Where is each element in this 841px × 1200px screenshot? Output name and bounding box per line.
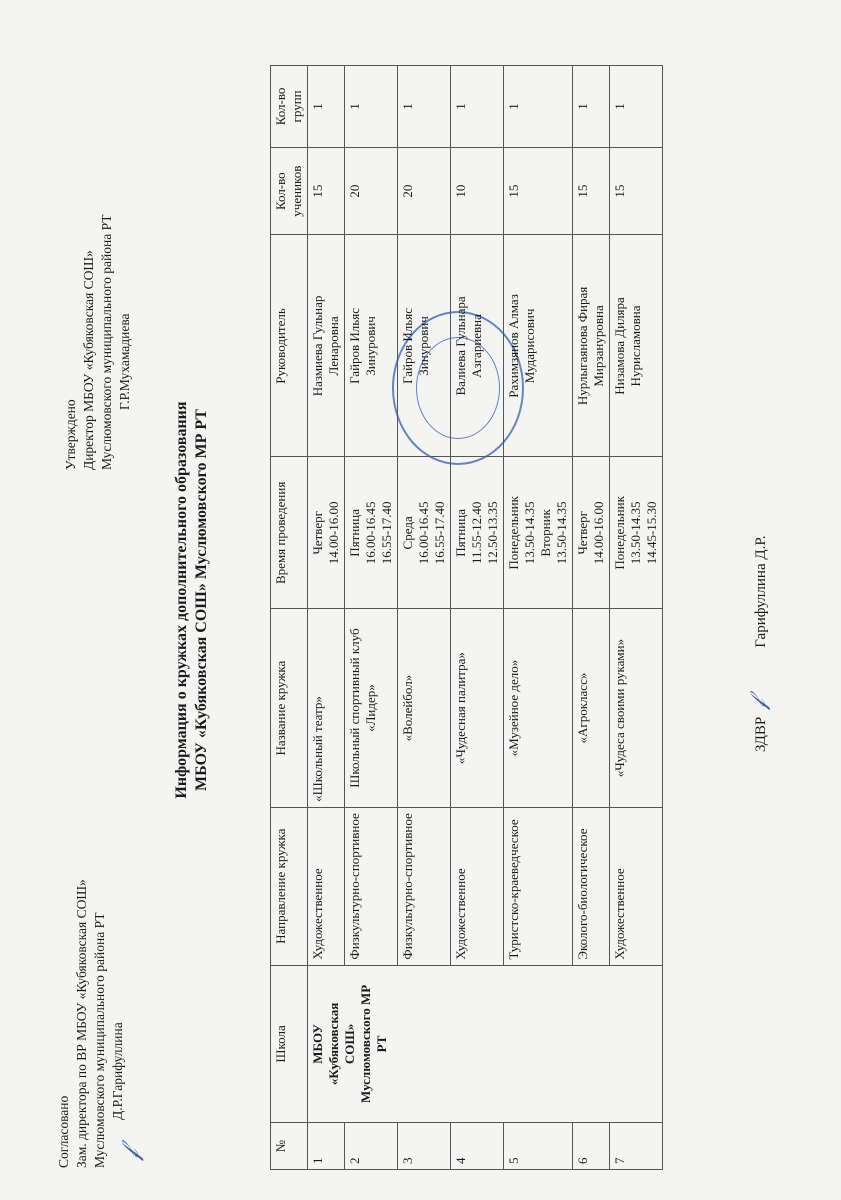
header-groups: Кол-во групп	[271, 66, 308, 148]
time-line: 13.50-14.35	[522, 501, 537, 565]
cell-name: «Чудеса своими руками»	[610, 609, 663, 808]
cell-groups: 1	[345, 66, 398, 148]
school-line: Муслюмовского МР	[358, 984, 373, 1104]
cell-leader	[398, 235, 451, 457]
cell-groups: 1	[308, 66, 345, 148]
cell-leader	[610, 235, 663, 457]
header-leader: Руководитель	[271, 235, 308, 457]
table-row	[308, 66, 345, 1170]
approval-right-block	[62, 90, 134, 470]
approval-right-line2: Директор МБОУ «Кубяковская СОШ»	[81, 250, 96, 470]
approval-left-line1: Согласовано	[56, 1095, 71, 1168]
cell-direction: Физкультурно-спортивное	[398, 807, 451, 965]
time-line: 11.55-12.40	[469, 501, 484, 565]
cell-students: 20	[398, 147, 451, 235]
cell-direction: Физкультурно-спортивное	[345, 807, 398, 965]
cell-leader	[451, 235, 504, 457]
cell-time	[610, 457, 663, 609]
time-line: Вторник	[538, 509, 553, 557]
time-line: Четверг	[575, 511, 590, 555]
time-line: 16.00-16.45	[363, 501, 378, 565]
time-line: Пятница	[453, 509, 468, 557]
footer-name: Гарифуллина Д.Р.	[753, 535, 769, 648]
school-line: СОШ»	[342, 1023, 357, 1065]
time-line: 16.55-17.40	[379, 501, 394, 565]
cell-direction: Художественное	[451, 807, 504, 965]
cell-leader	[573, 235, 610, 457]
cell-time	[573, 457, 610, 609]
approval-left-line3: Муслюмовского муниципального района РТ	[92, 912, 107, 1168]
cell-num: 5	[504, 1123, 573, 1170]
approval-left-line4: Д.Р.Гарифуллина	[110, 1022, 125, 1120]
cell-groups: 1	[451, 66, 504, 148]
cell-groups: 1	[504, 66, 573, 148]
cell-students: 15	[504, 147, 573, 235]
cell-name: «Волейбол»	[398, 609, 451, 808]
cell-num: 4	[451, 1123, 504, 1170]
time-line: 16.55-17.40	[432, 501, 447, 565]
header-name: Название кружка	[271, 609, 308, 808]
cell-direction: Художественное	[610, 807, 663, 965]
approval-left-block	[55, 748, 127, 1168]
cell-name: «Чудесная палитра»	[451, 609, 504, 808]
signature-mark-footer: 𝒻	[745, 699, 770, 710]
cell-groups: 1	[610, 66, 663, 148]
cell-num: 3	[398, 1123, 451, 1170]
leader-line: Нурисламовна	[628, 305, 643, 387]
cell-direction: Эколого-биологическое	[573, 807, 610, 965]
cell-groups: 1	[573, 66, 610, 148]
time-line: 14.00-16.00	[326, 501, 341, 565]
leader-line: Мирзануровна	[591, 305, 606, 387]
cell-leader	[504, 235, 573, 457]
leader-line: Нурлыгаянова Фирая	[575, 286, 590, 406]
footer-label: ЗДВР	[753, 716, 769, 752]
leader-line: Мударисович	[522, 308, 537, 384]
header-school: Школа	[271, 965, 308, 1123]
cell-students: 15	[308, 147, 345, 235]
cell-name: Школьный спортивный клуб «Лидер»	[345, 609, 398, 808]
school-line: МБОУ	[310, 1024, 325, 1064]
school-line: «Кубяковская	[326, 1002, 341, 1086]
time-line: 14.00-16.00	[591, 501, 606, 565]
school-line: РТ	[374, 1035, 389, 1053]
time-line: 16.00-16.45	[416, 501, 431, 565]
approval-right-line4: Г.Р.Мухамадиева	[117, 313, 132, 410]
cell-num: 2	[345, 1123, 398, 1170]
cell-students: 15	[610, 147, 663, 235]
approval-left-line2: Зам. директора по ВР МБОУ «Кубяковская СОШ»	[74, 879, 89, 1168]
cell-groups: 1	[398, 66, 451, 148]
cell-direction: Туристско-краеведческое	[504, 807, 573, 965]
cell-num: 1	[308, 1123, 345, 1170]
title-line2: МБОУ «Кубяковская СОШ» Муслюмовского МР РТ	[193, 409, 210, 791]
time-line: 13.50-14.35	[628, 501, 643, 565]
cell-time	[451, 457, 504, 609]
cell-leader	[345, 235, 398, 457]
leader-line: Назмиева Гульнар	[310, 295, 325, 397]
header-students: Кол-во учеников	[271, 147, 308, 235]
leader-line: Азгариевна	[469, 314, 484, 378]
time-line: Пятница	[347, 509, 362, 557]
cell-leader	[308, 235, 345, 457]
header-num: №	[271, 1123, 308, 1170]
table-header-row	[271, 66, 308, 1170]
cell-time	[398, 457, 451, 609]
footer-signature	[745, 535, 771, 752]
leader-line: Гайров Ильяс	[347, 308, 362, 384]
time-line: 14.45-15.30	[644, 501, 659, 565]
title-line1: Информация о кружках дополнительного образования	[173, 401, 190, 799]
cell-time	[504, 457, 573, 609]
leader-line: Зинурович	[363, 316, 378, 376]
leader-line: Гайров Ильяс	[400, 308, 415, 384]
leader-line: Низамова Диляра	[612, 297, 627, 395]
page-title	[172, 0, 212, 1200]
cell-time	[308, 457, 345, 609]
cell-students: 20	[345, 147, 398, 235]
cell-name: «Школьный театр»	[308, 609, 345, 808]
cell-students: 15	[573, 147, 610, 235]
time-line: 12.50-13.35	[485, 501, 500, 565]
time-line: Среда	[400, 516, 415, 550]
leader-line: Ленаровна	[326, 316, 341, 376]
approval-right-line1: Утверждено	[63, 399, 78, 470]
header-time: Время проведения	[271, 457, 308, 609]
header-direction: Направление кружка	[271, 807, 308, 965]
cell-time	[345, 457, 398, 609]
leader-line: Зинурович	[416, 316, 431, 376]
time-line: Четверг	[310, 511, 325, 555]
cell-direction: Художественное	[308, 807, 345, 965]
signature-mark-left: 𝒻	[118, 1149, 144, 1160]
cell-num: 6	[573, 1123, 610, 1170]
clubs-table	[270, 65, 663, 1170]
cell-name: «Музейное дело»	[504, 609, 573, 808]
time-line: Понедельник	[506, 496, 521, 570]
approval-right-line3: Муслюмовского муниципального района РТ	[99, 214, 114, 470]
cell-students: 10	[451, 147, 504, 235]
cell-name: «Агрокласс»	[573, 609, 610, 808]
time-line: Понедельник	[612, 496, 627, 570]
leader-line: Валиева Гульнара	[453, 296, 468, 396]
time-line: 13.50-14.35	[554, 501, 569, 565]
cell-school	[308, 965, 663, 1123]
cell-num: 7	[610, 1123, 663, 1170]
leader-line: Рахимзянов Алмаз	[506, 294, 521, 398]
